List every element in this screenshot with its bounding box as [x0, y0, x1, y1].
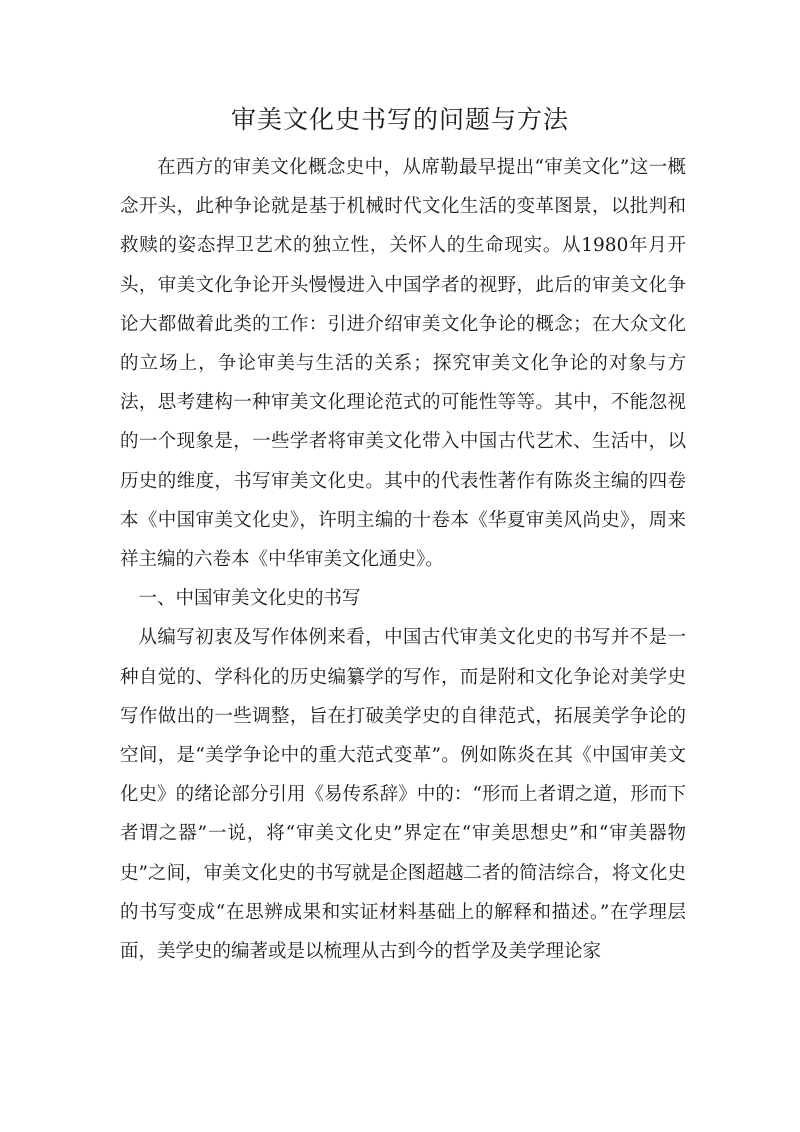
- paragraph-1: 在西方的审美文化概念史中，从席勒最早提出“审美文化”这一概念开头，此种争论就是基于机械时代文化生活的变革图景，以批判和救赎的姿态捍卫艺术的独立性，关怀人的生命现实。从1980年月开头，审美文化争论开头慢慢进入中国学者的视野，此后的审美文化争论大都做着此类的工作：引进介绍审美文化争论的概念；在大众文化的立场上，争论审美与生活的关系；探究审美文化争论的对象与方法，思考建构一种审美文化理论范式的可能性等等。其中，不能忽视的一个现象是，一些学者将审美文化带入中国古代艺术、生活中，以历史的维度，书写审美文化史。其中的代表性著作有陈炎主编的四卷本《中国审美文化史》，许明主编的十卷本《华夏审美风尚史》，周来祥主编的六卷本《中华审美文化通史》。: [120, 157, 686, 571]
- section-heading: 一、中国审美文化史的书写: [138, 588, 361, 610]
- paragraph-2: 从编写初衷及写作体例来看，中国古代审美文化史的书写并不是一种自觉的、学科化的历史编纂学的写作，而是附和文化争论对美学史写作做出的一些调整，旨在打破美学史的自律范式，拓展美学争论的空间，是“美学争论中的重大范式变革”。例如陈炎在其《中国审美文化史》的绪论部分引用《易传系辞》中的：“形而上者谓之道，形而下者谓之器”一说，将“审美文化史”界定在“审美思想史”和“审美器物史”之间，审美文化史的书写就是企图超越二者的简洁综合，将文化史的书写变成“在思辨成果和实证材料基础上的解释和描述。”在学理层面，美学史的编著或是以梳理从古到今的哲学及美学理论家: [120, 627, 686, 963]
- document-body: [120, 148, 686, 971]
- document-title: 审美文化史书写的问题与方法: [230, 105, 569, 134]
